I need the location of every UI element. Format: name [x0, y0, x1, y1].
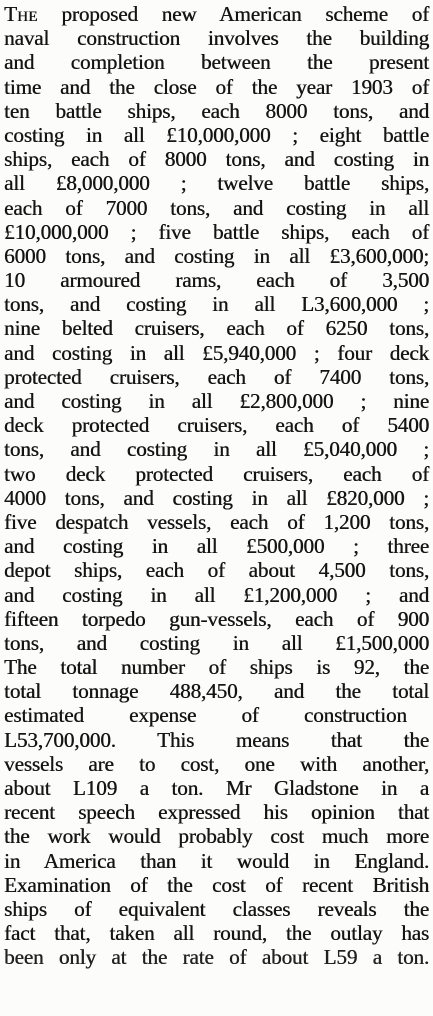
- article-line-5: ten battle ships, each 8000 tons, and: [4, 98, 429, 123]
- article-line-9: each of 7000 tons, and costing in all: [4, 195, 429, 220]
- article-line-8: all £8,000,000 ; twelve battle ships,: [4, 171, 429, 196]
- article-line-1: [4, 2, 429, 26]
- article-line-4: time and the close of the year 1903 of: [4, 74, 429, 99]
- article-line-14: nine belted cruisers, each of 6250 tons,: [4, 316, 429, 341]
- article-line-6: costing in all £10,000,000 ; eight battle: [4, 122, 429, 147]
- article-line-26: fifteen torpedo gun-vessels, each of 900: [4, 606, 429, 631]
- article-line-39: fact that, taken all round, the outlay has: [4, 921, 429, 946]
- article-line-1-text: proposed new American scheme of: [37, 2, 429, 26]
- article-line-19: tons, and costing in all £5,040,000 ;: [4, 437, 430, 462]
- article-line-17: and costing in all £2,800,000 ; nine: [4, 389, 429, 413]
- article-line-24: depot ships, each of about 4,500 tons,: [4, 558, 429, 583]
- article-line-10: £10,000,000 ; five battle ships, each of: [4, 219, 429, 244]
- article-line-21: 4000 tons, and costing in all £820,000 ;: [4, 485, 429, 510]
- article-text: [4, 2, 429, 970]
- article-line-35: the work would probably cost much more: [4, 824, 429, 849]
- article-line-23: and costing in all £500,000 ; three: [4, 534, 429, 559]
- article-line-25: and costing in all £1,200,000 ; and: [4, 582, 429, 607]
- lead-word: The: [4, 2, 38, 26]
- article-line-12: 10 armoured rams, each of 3,500: [4, 268, 430, 293]
- article-line-31: L53,700,000. This means that the: [4, 727, 429, 752]
- article-line-13: tons, and costing in all L3,600,000 ;: [4, 292, 429, 317]
- article-line-22: five despatch vessels, each of 1,200 tons,: [4, 509, 429, 534]
- article-line-34: recent speech expressed his opinion that: [4, 800, 430, 825]
- article-line-32: vessels are to cost, one with another,: [4, 751, 429, 776]
- article-line-28: The total number of ships is 92, the: [4, 655, 429, 680]
- article-line-7: ships, each of 8000 tons, and costing in: [4, 147, 429, 172]
- article-line-16: protected cruisers, each of 7400 tons,: [4, 364, 429, 389]
- article-line-29: total tonnage 488,450, and the total: [4, 679, 429, 704]
- article-line-37: Examination of the cost of recent British: [4, 872, 429, 897]
- article-line-18: deck protected cruisers, each of 5400: [4, 413, 429, 438]
- article-line-33: about L109 a ton. Mr Gladstone in a: [4, 776, 429, 800]
- article-line-36: in America than it would in England.: [4, 848, 429, 873]
- article-line-40: been only at the rate of about L59 a ton.: [4, 945, 429, 970]
- article-line-20: two deck protected cruisers, each of: [4, 461, 429, 486]
- article-line-2: naval construction involves the building: [4, 26, 429, 51]
- article-line-3: and completion between the present: [4, 50, 429, 75]
- article-line-27: tons, and costing in all £1,500,000: [4, 630, 429, 655]
- article-line-38: ships of equivalent classes reveals the: [4, 896, 429, 921]
- article-line-11: 6000 tons, and costing in all £3,600,000;: [4, 243, 429, 268]
- article-line-15: and costing in all £5,940,000 ; four deck: [4, 340, 430, 365]
- article-line-30: estimated expense of construction: [4, 703, 407, 728]
